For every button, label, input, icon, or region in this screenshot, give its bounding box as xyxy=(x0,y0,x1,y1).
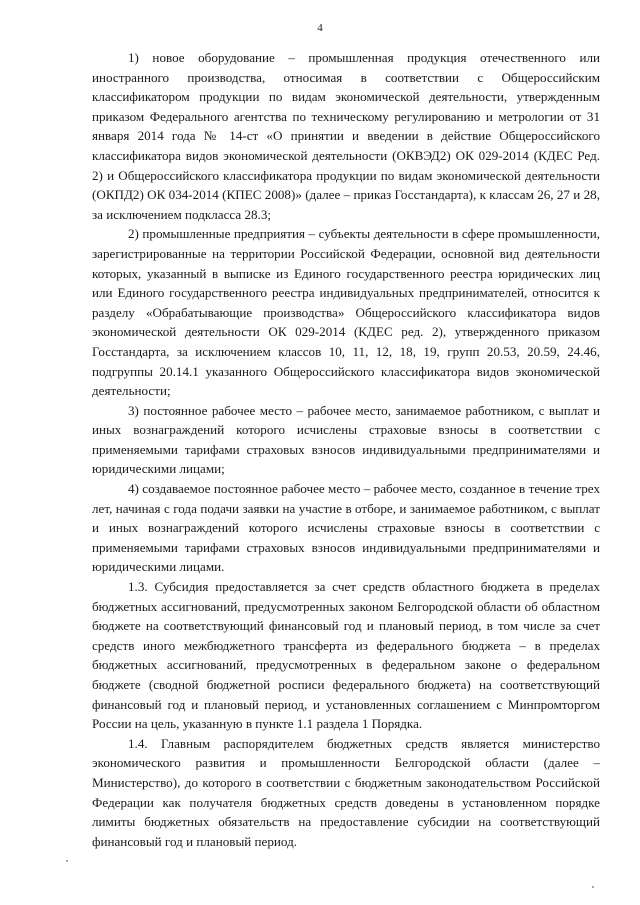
paragraph-new-equipment: 1) новое оборудование – промышленная продукция отечественного или иностранного производства, относимая в соответствии с Общероссийским классификатором продукции по видам экономической деятельности, утвержденным приказом Федерального агентства по техническому регулированию и метрологии от 31 января 2014 года № 14-ст «О принятии и введении в действие Общероссийского классификатора видов экономической деятельности (ОКВЭД2) ОК 029-2014 (КДЕС Ред. 2) и Общероссийского классификатора продукции по видам экономической деятельности (ОКПД2) ОК 034-2014 (КПЕС 2008)» (далее – приказ Госстандарта), к классам 26, 27 и 28, за исключением подкласса 28.3; xyxy=(92,50,600,222)
page-number: 4 xyxy=(317,22,323,34)
scan-speck xyxy=(66,860,68,862)
paragraph-section-1-3: 1.3. Субсидия предоставляется за счет средств областного бюджета в пределах бюджетных ассигнований, предусмотренных законом Белгородской области об областном бюджете на соответствующий финансовый год и плановый период, в том числе за счет средств иного межбюджетного трансферта из федерального бюджета – в пределах бюджетных ассигнований, предусмотренных в федеральном законе о федеральном бюджете (сводной бюджетной росписи федерального бюджета) на соответствующий финансовый год и плановый период, и установленных соглашением с Минпромторгом России на цель, указанную в пункте 1.1 раздела 1 Порядка. xyxy=(92,579,600,732)
document-body xyxy=(92,48,600,851)
scan-speck xyxy=(592,886,594,888)
paragraph-created-workplace: 4) создаваемое постоянное рабочее место – рабочее место, созданное в течение трех лет, начиная с года подачи заявки на участие в отборе, и занимаемое работником, с выплат и иных вознаграждений которого исчислены страховые взносы в соответствии с применяемыми тарифами страховых взносов индивидуальными предпринимателями и юридическими лицами. xyxy=(92,481,600,575)
paragraph-permanent-workplace: 3) постоянное рабочее место – рабочее место, занимаемое работником, с выплат и иных вознаграждений которого исчислены страховые взносы в соответствии с применяемыми тарифами страховых взносов индивидуальными предпринимателями и юридическими лицами; xyxy=(92,402,600,477)
paragraph-section-1-4: 1.4. Главным распорядителем бюджетных средств является министерство экономического развития и промышленности Белгородской области (далее – Министерство), до которого в соответствии с бюджетным законодательством Российской Федерации как получателя бюджетных средств доведены в установленном порядке лимиты бюджетных обязательств на предоставление субсидии на соответствующий финансовый год и плановый период. xyxy=(92,735,600,849)
paragraph-industrial-enterprises: 2) промышленные предприятия – субъекты деятельности в сфере промышленности, зарегистрированные на территории Российской Федерации, основной вид деятельности которых, указанный в выписке из Единого государственного реестра юридических лиц или Единого государственного реестра индивидуальных предпринимателей, относится к разделу «Обрабатывающие производства» Общероссийского классификатора видов экономической деятельности ОК 029-2014 (КДЕС ред. 2), утвержденного приказом Госстандарта, за исключением классов 10, 11, 12, 18, 19, групп 20.53, 20.59, 24.46, подгруппы 20.14.1 указанного Общероссийского классификатора видов экономической деятельности; xyxy=(92,226,600,399)
